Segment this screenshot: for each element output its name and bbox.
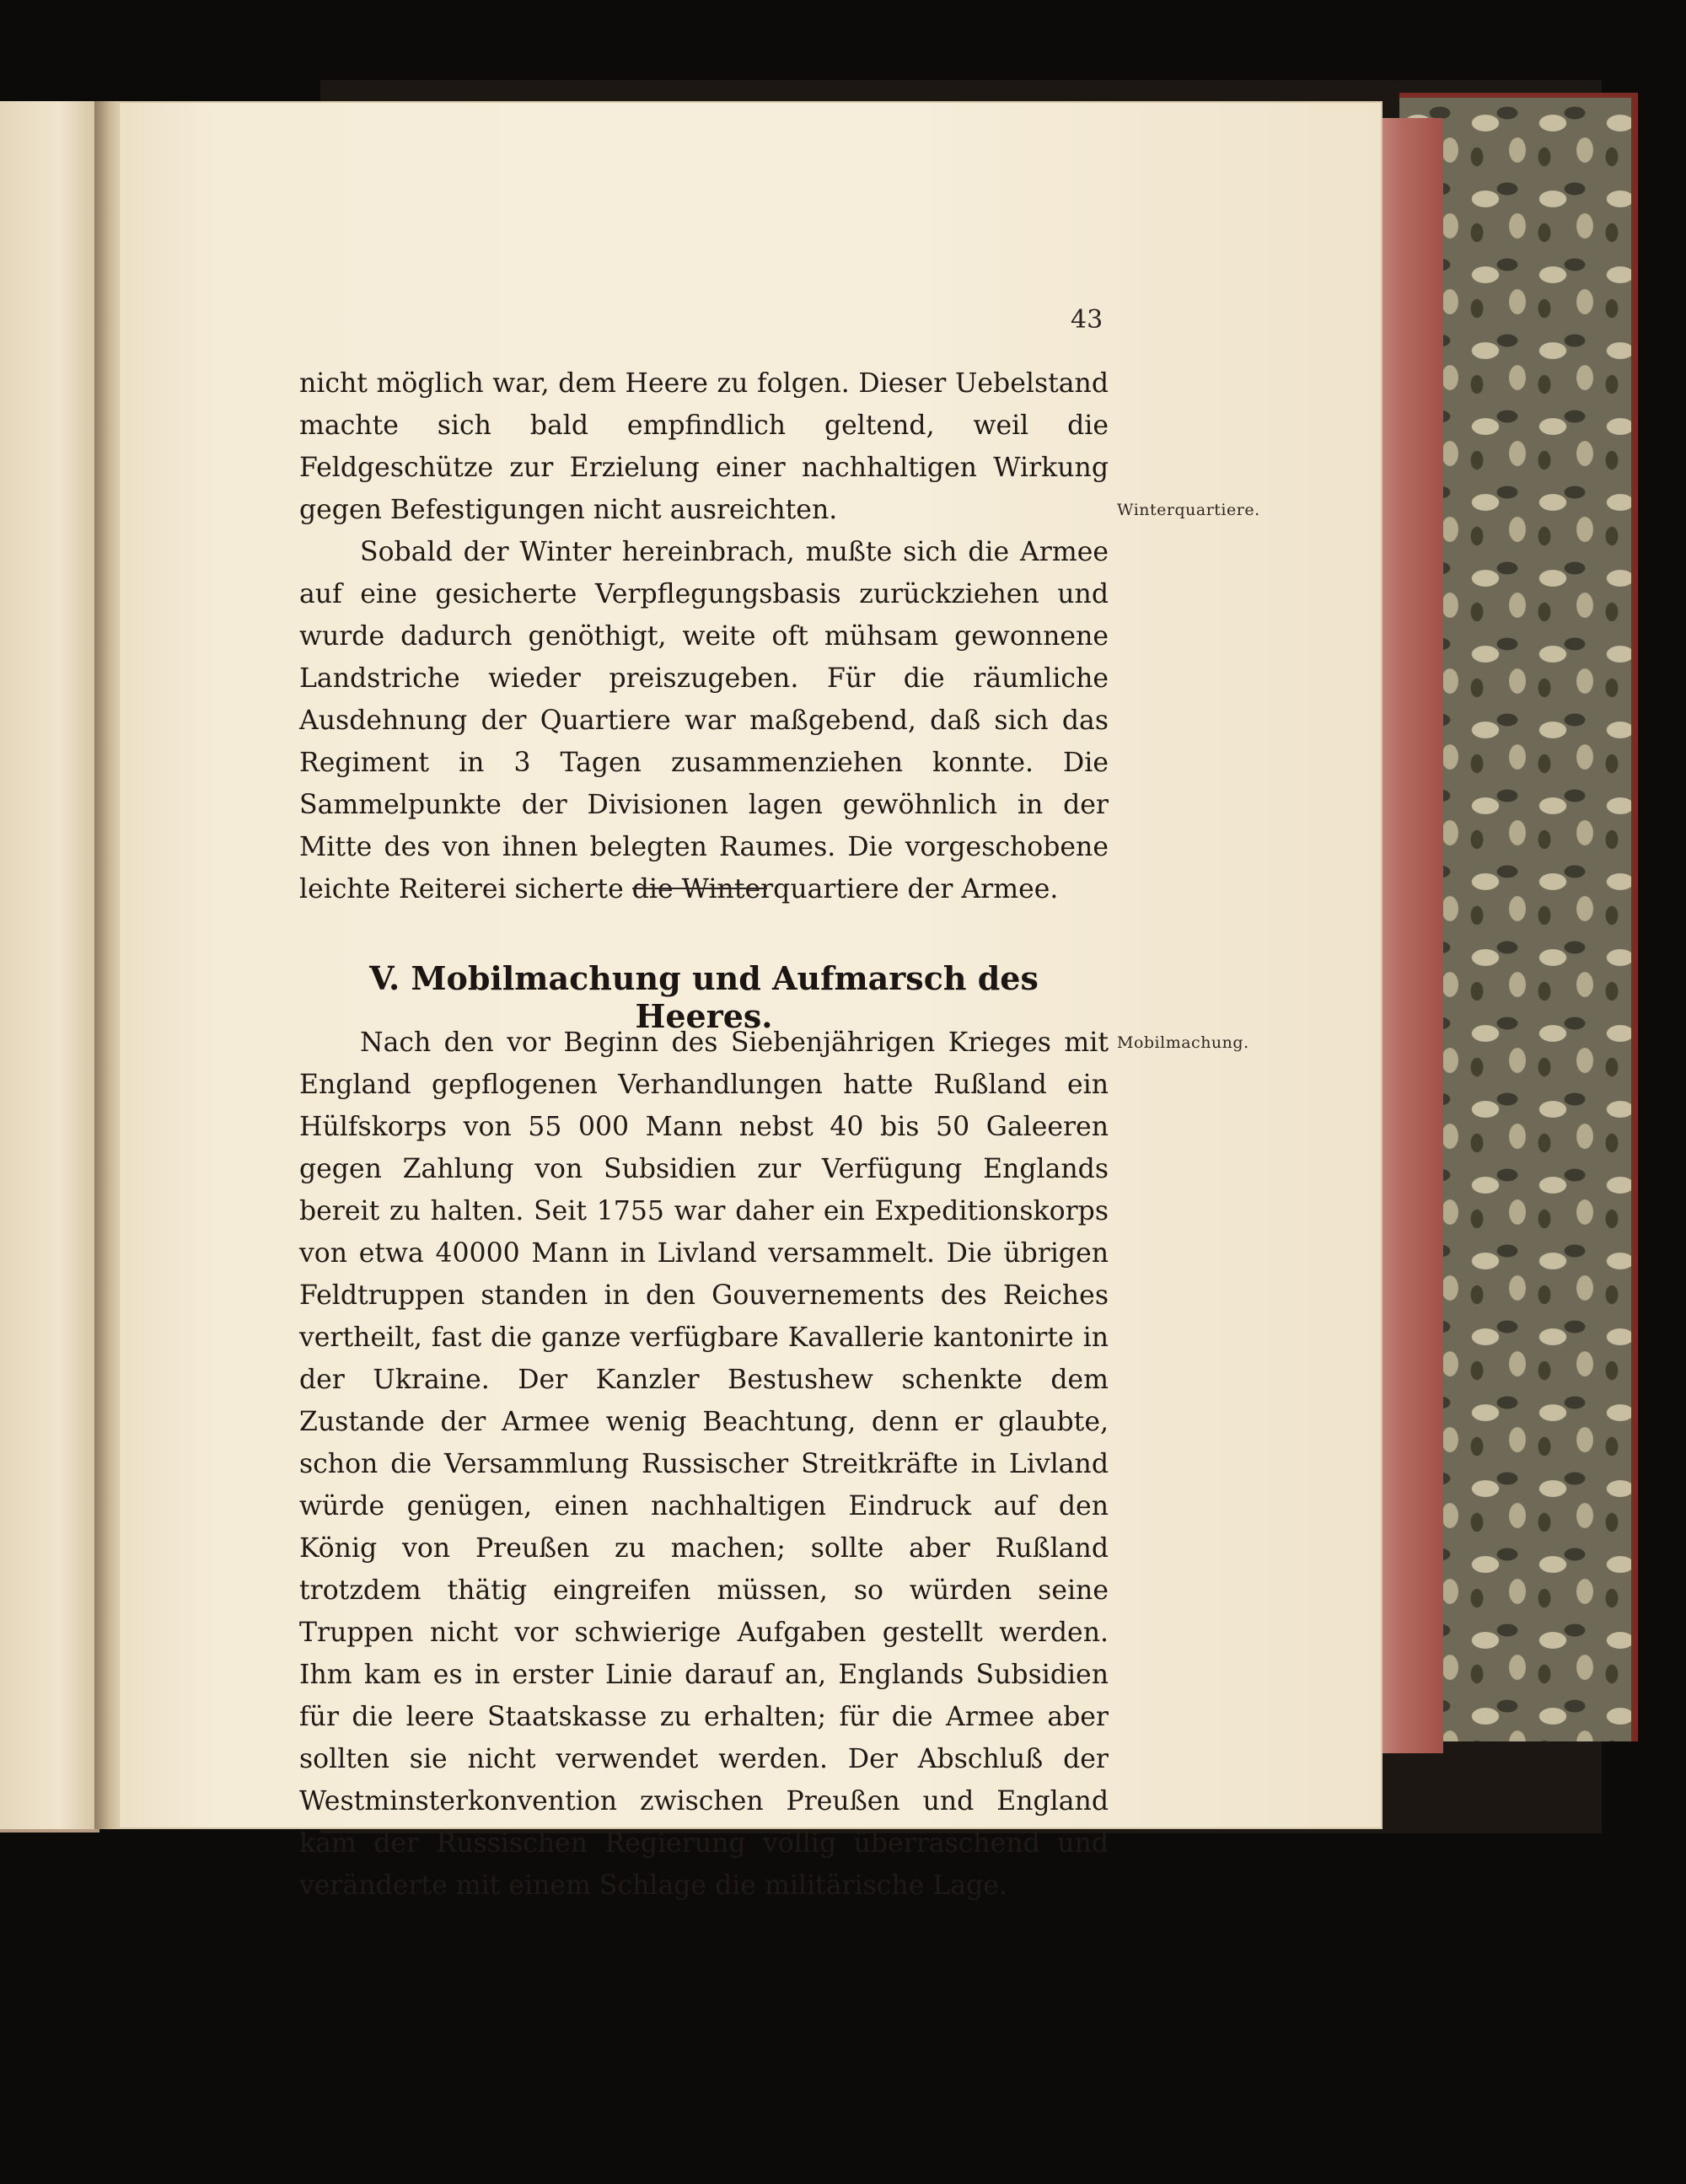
page-number: 43: [1071, 305, 1103, 335]
margin-note-mobilmachung: Mobilmachung.: [1117, 1033, 1249, 1052]
left-page-edge: [0, 101, 99, 1833]
margin-note-winterquartiere: Winterquartiere.: [1117, 501, 1260, 519]
text-block-lower: [299, 1022, 1109, 1907]
page-fore-edge: [1374, 118, 1443, 1753]
section-divider: [632, 888, 767, 889]
section-heading: V. Mobilmachung und Aufmarsch des Heeres.: [369, 959, 1039, 1035]
paragraph-continuation: nicht möglich war, dem Heere zu folgen. Dieser Uebelstand machte sich bald empfindlich geltend, weil die Feldgeschütze zur Erzielung einer nachhaltigen Wirkung gegen Befestigungen nicht ausreichten.: [299, 368, 1109, 525]
paragraph-winter-quarters: Sobald der Winter hereinbrach, mußte sich die Armee auf eine gesicherte Verpflegungsbasis zurückziehen und wurde dadurch genöthigt, weite oft mühsam gewonnene Landstriche wieder preiszugeben. Für die räumliche Ausdehnung der Quartiere war maßgebend, daß sich das Regiment in 3 Tagen zusammenziehen konnte. Die Sammelpunkte der Divisionen lagen gewöhnlich in der Mitte des von ihnen belegten Raumes. Die vorgeschobene leichte Reiterei sicherte die Winterquartiere der Armee.: [299, 537, 1109, 904]
paragraph-mobilization: Nach den vor Beginn des Siebenjährigen Krieges mit England gepflogenen Verhandlungen hatte Rußland ein Hülfskorps von 55 000 Mann nebst 40 bis 50 Galeeren gegen Zahlung von Subsidien zur Verfügung Englands bereit zu halten. Seit 1755 war daher ein Expeditionskorps von etwa 40000 Mann in Livland versammelt. Die übrigen Feldtruppen standen in den Gouvernements des Reiches vertheilt, fast die ganze verfügbare Kavallerie kantonirte in der Ukraine. Der Kanzler Bestushew schenkte dem Zustande der Armee wenig Beachtung, denn er glaubte, schon die Versammlung Russischer Streitkräfte in Livland würde genügen, einen nachhaltigen Eindruck auf den König von Preußen zu machen; sollte aber Rußland trotzdem thätig eingreifen müssen, so würden seine Truppen nicht vor schwierige Aufgaben gestellt werden. Ihm kam es in erster Linie darauf an, Englands Subsidien für die leere Staatskasse zu erhalten; für die Armee aber sollten sie nicht verwendet werden. Der Abschluß der Westminsterkonvention zwischen Preußen und England kam der Russischen Regierung völlig überraschend und veränderte mit einem Schlage die militärische Lage.: [299, 1028, 1109, 1901]
text-block-upper: [299, 362, 1109, 910]
